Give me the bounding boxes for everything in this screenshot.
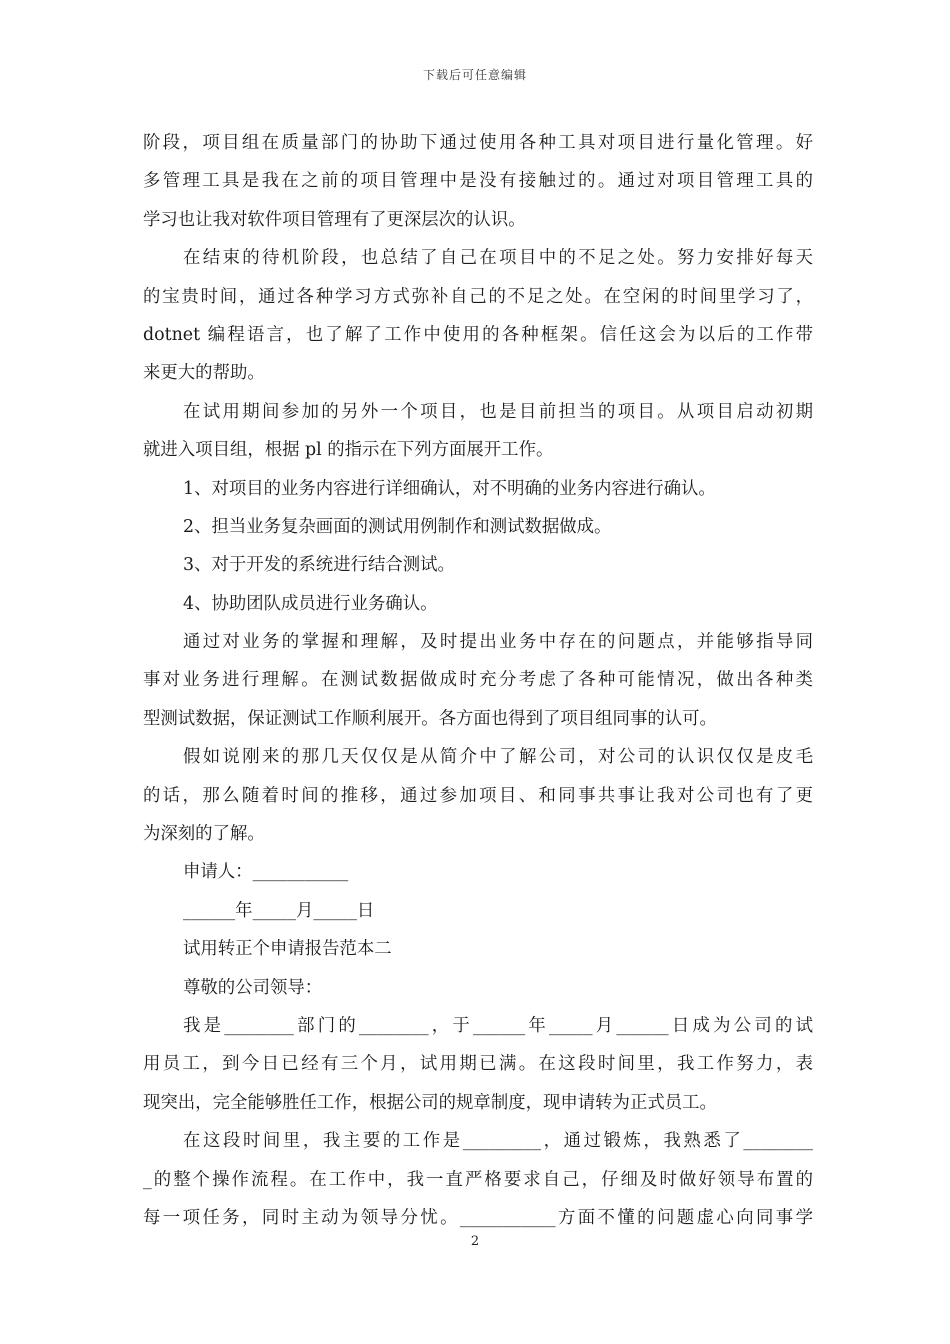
text-line: 我是________部门的________，于______年_____月______日成为公司的试 — [183, 1015, 813, 1036]
document-body — [143, 124, 813, 1237]
text-line: 多管理工具是我在之前的项目管理中是没有接触过的。通过对项目管理工具的 — [143, 171, 813, 192]
text-line: 用员工，到今日已经有三个月，试用期已满。在这段时间里，我工作努力，表 — [143, 1054, 813, 1075]
text-line: 在试用期间参加的另外一个项目，也是目前担当的项目。从项目启动初期 — [183, 401, 813, 422]
text-line: 就进入项目组，根据 pl 的指示在下列方面展开工作。 — [143, 440, 554, 461]
text-line: 试用转正个申请报告范本二 — [183, 939, 392, 960]
text-line: 事对业务进行理解。在测试数据做成时充分考虑了各种可能情况，做出各种类 — [143, 670, 813, 691]
text-line: 尊敬的公司领导： — [183, 977, 323, 998]
text-line: 在结束的待机阶段，也总结了自己在项目中的不足之处。努力安排好每天 — [183, 248, 813, 269]
page-number: 2 — [470, 1234, 480, 1249]
text-line: 现突出，完全能够胜任工作，根据公司的规章制度，现申请转为正式员工。 — [143, 1092, 717, 1113]
text-line: 为深刻的了解。 — [143, 824, 265, 845]
text-line: 4、协助团队成员进行业务确认。 — [183, 593, 438, 614]
text-line: 每一项任务，同时主动为领导分忧。___________方面不懂的问题虚心向同事学 — [143, 1207, 813, 1228]
text-line: ______年_____月_____日 — [183, 900, 375, 921]
text-line: 的话，那么随着时间的推移，通过参加项目、和同事共事让我对公司也有了更 — [143, 785, 813, 806]
text-line: dotnet 编程语言，也了解了工作中使用的各种框架。信任这会为以后的工作带 — [143, 324, 813, 345]
text-line: 在这段时间里，我主要的工作是_________，通过锻炼，我熟悉了________ — [183, 1131, 813, 1152]
text-line: 通过对业务的掌握和理解，及时提出业务中存在的问题点，并能够指导同 — [183, 632, 813, 653]
text-line: _的整个操作流程。在工作中，我一直严格要求自己，仔细及时做好领导布置的 — [143, 1169, 813, 1190]
text-line: 假如说刚来的那几天仅仅是从简介中了解公司，对公司的认识仅仅是皮毛 — [183, 747, 813, 768]
text-line: 2、担当业务复杂画面的测试用例制作和测试数据做成。 — [183, 516, 612, 537]
text-line: 阶段，项目组在质量部门的协助下通过使用各种工具对项目进行量化管理。好 — [143, 133, 813, 153]
text-line: 的宝贵时间，通过各种学习方式弥补自己的不足之处。在空闲的时间里学习了， — [143, 286, 813, 307]
text-line: 3、对于开发的系统进行结合测试。 — [183, 555, 455, 576]
text-line: 来更大的帮助。 — [143, 363, 265, 384]
text-line: 学习也让我对软件项目管理有了更深层次的认识。 — [143, 209, 526, 230]
page-header: 下载后可任意编辑 — [422, 68, 527, 82]
text-line: 申请人：___________ — [183, 862, 349, 883]
text-line: 1、对项目的业务内容进行详细确认，对不明确的业务内容进行确认。 — [183, 478, 716, 499]
text-line: 型测试数据，保证测试工作顺利展开。各方面也得到了项目组同事的认可。 — [143, 708, 717, 729]
